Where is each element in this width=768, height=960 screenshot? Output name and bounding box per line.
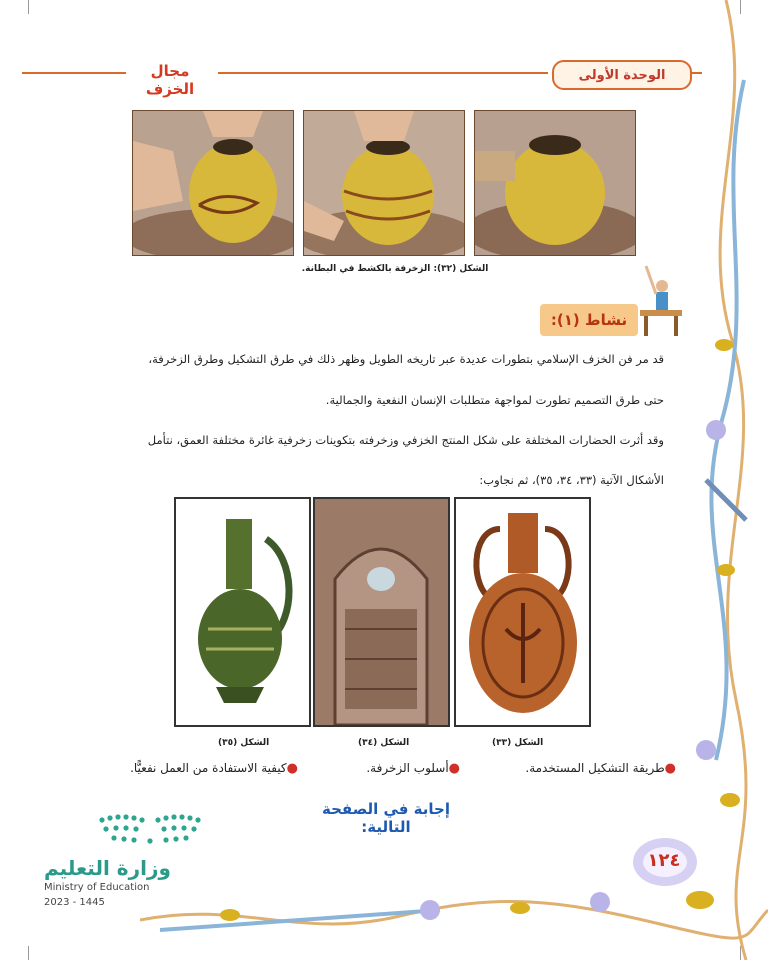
header-rule-left — [22, 72, 126, 74]
figure-35-ewer-image — [174, 497, 311, 727]
question-3-text: كيفية الاستفادة من العمل نفعيًّا. — [130, 761, 287, 775]
photo-pot-carving — [132, 110, 294, 256]
figure-35-label: الشكل (٣٥) — [218, 738, 270, 748]
figure-34-label: الشكل (٣٤) — [358, 738, 410, 748]
student-illustration — [636, 262, 686, 338]
answer-note: إجابة في الصفحة التالية: — [321, 800, 450, 836]
ministry-name-english: Ministry of Education — [44, 882, 150, 893]
question-1 — [525, 761, 676, 776]
figure-33-label: الشكل (٣٣) — [492, 738, 544, 748]
photo-pot-turning — [303, 110, 465, 256]
domain-title: مجال الخزف — [145, 62, 195, 98]
photo-pot-brushing — [474, 110, 636, 256]
header-rule-middle — [218, 72, 548, 74]
ministry-logo-icon — [96, 812, 204, 846]
figure-33-flask-image — [454, 497, 591, 727]
question-2 — [366, 761, 460, 776]
crop-mark — [28, 0, 29, 14]
figure-34-panel-image — [313, 497, 450, 727]
ministry-year: 2023 - 1445 — [44, 897, 105, 908]
crop-mark — [28, 946, 29, 960]
question-2-text: أسلوب الزخرفة. — [366, 761, 449, 775]
paragraph-2-line-2: الأشكال الآتية (٣٣، ٣٤، ٣٥)، ثم نجاوب: — [479, 473, 664, 487]
paragraph-1-line-1: قد مر فن الخزف الإسلامي بتطورات عديدة عبر تاريخه الطويل وظهر ذلك في طرق التشكيل وطرق الزخرفة، — [148, 352, 664, 366]
bullet-dot-icon: ● — [286, 761, 298, 776]
paragraph-2-line-1: وقد أثرت الحضارات المختلفة على شكل المنتج الخزفي وزخرفته بتكوينات زخرفية غائرة مختلفة العمق، نتأمل — [147, 433, 664, 447]
figure-32-caption: الشكل (٣٢): الزخرفة بالكشط في البطانة. — [301, 264, 489, 274]
ministry-name-arabic: وزارة التعليم — [44, 856, 171, 880]
unit-badge: الوحدة الأولى — [552, 60, 692, 90]
activity-title: نشاط (١): — [540, 304, 638, 336]
question-1-text: طريقة التشكيل المستخدمة. — [525, 761, 665, 775]
page-number: ١٢٤ — [647, 849, 681, 871]
bullet-dot-icon: ● — [664, 761, 676, 776]
decorative-border-right — [686, 0, 768, 960]
bullet-dot-icon: ● — [448, 761, 460, 776]
question-3 — [130, 761, 298, 776]
paragraph-1-line-2: حتى طرق التصميم تطورت لمواجهة متطلبات الإنسان النفعية والجمالية. — [325, 393, 664, 407]
